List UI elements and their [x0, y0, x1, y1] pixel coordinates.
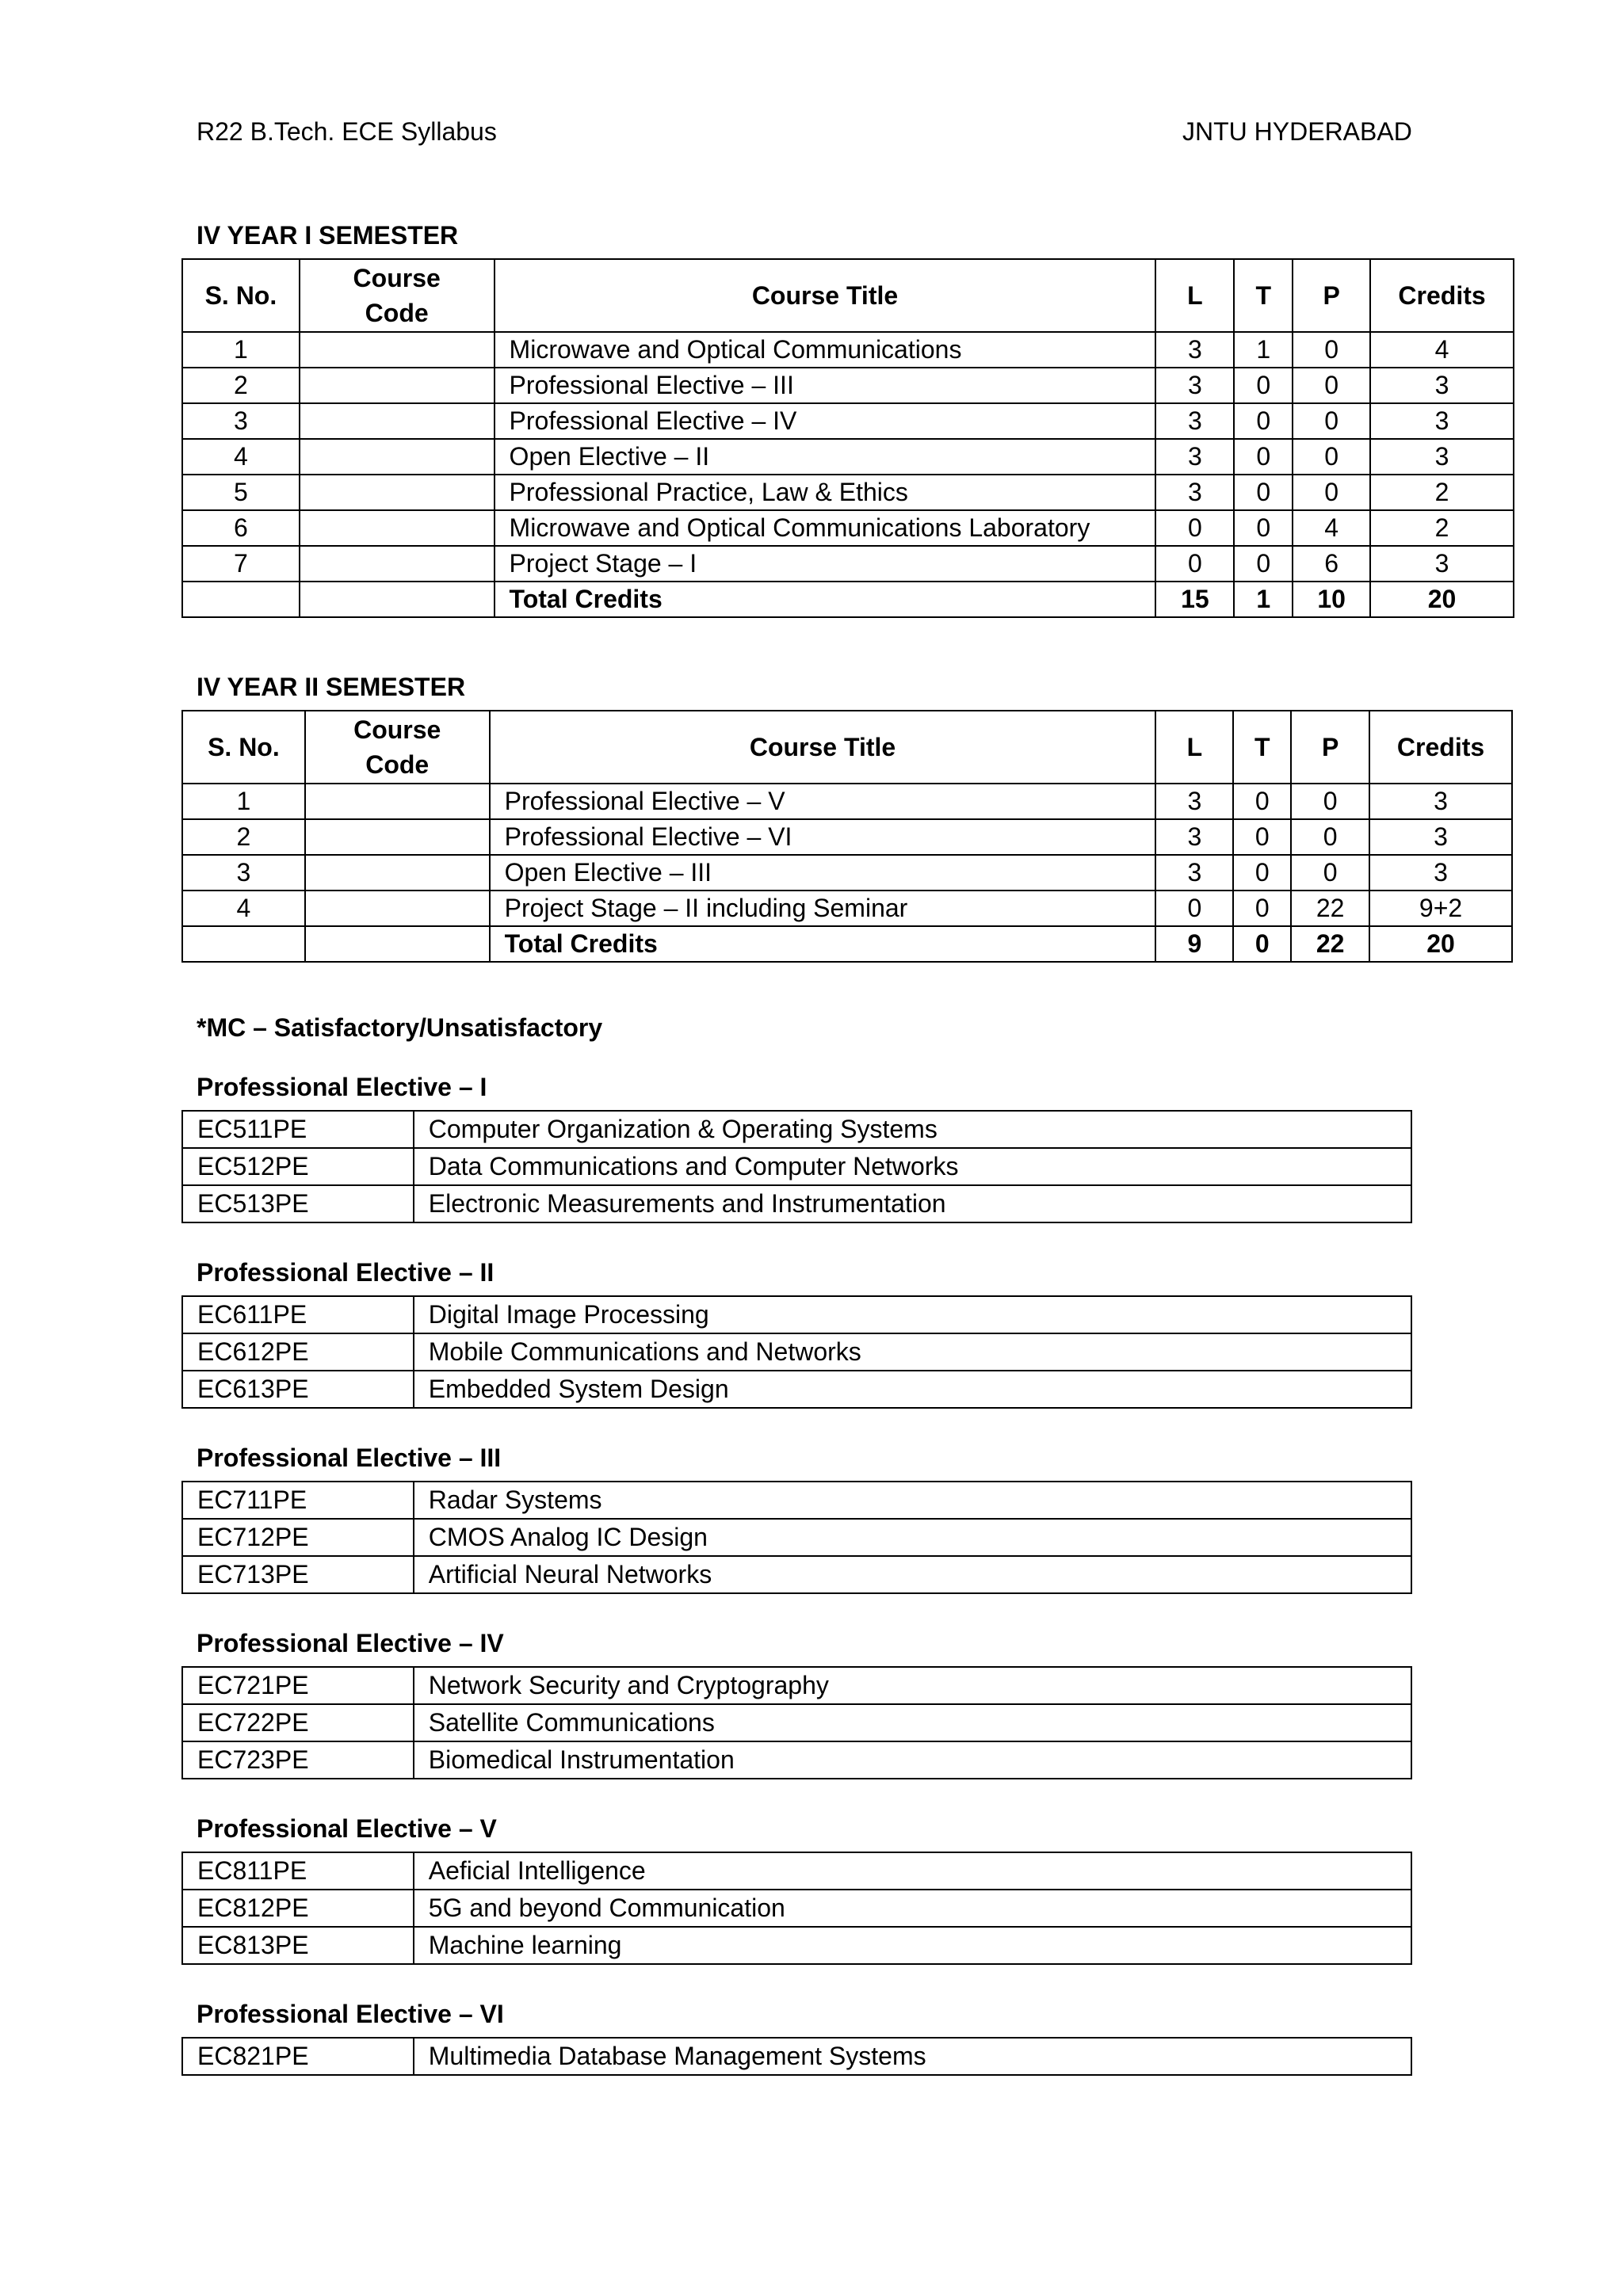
header-right: JNTU HYDERABAD [1182, 117, 1412, 146]
cell-code [300, 510, 495, 546]
sem2-table [181, 710, 1513, 963]
course-code: EC713PE [182, 1556, 414, 1593]
table-row [182, 510, 1514, 546]
table-row [182, 475, 1514, 510]
elective-table [181, 2037, 1412, 2076]
course-code: EC723PE [182, 1741, 414, 1779]
col-credits-header: Credits [1369, 711, 1512, 784]
table-row [182, 332, 1514, 368]
cell-p: 0 [1293, 403, 1370, 439]
course-name: Embedded System Design [414, 1371, 1411, 1408]
col-t-header: T [1234, 259, 1293, 332]
cell-sno: 1 [182, 332, 300, 368]
cell-sno: 5 [182, 475, 300, 510]
col-l-header: L [1155, 259, 1234, 332]
course-name: Satellite Communications [414, 1704, 1411, 1741]
total-row [182, 926, 1512, 962]
course-code: EC513PE [182, 1185, 414, 1222]
total-t: 1 [1234, 582, 1293, 617]
cell-p: 6 [1293, 546, 1370, 582]
course-name: 5G and beyond Communication [414, 1890, 1411, 1927]
table-row [182, 546, 1514, 582]
cell-sno [182, 926, 305, 962]
cell-code [300, 439, 495, 475]
elective-table [181, 1295, 1412, 1409]
course-name: Mobile Communications and Networks [414, 1333, 1411, 1371]
table-row [182, 1890, 1411, 1927]
cell-p: 0 [1293, 332, 1370, 368]
course-code: EC613PE [182, 1371, 414, 1408]
table-row [182, 1927, 1411, 1964]
cell-credits: 9+2 [1369, 891, 1512, 926]
elective-title: Professional Elective – VI [197, 2000, 504, 2028]
cell-code [305, 926, 490, 962]
course-name: Computer Organization & Operating Systems [414, 1111, 1411, 1148]
table-row [182, 1296, 1411, 1333]
header-left: R22 B.Tech. ECE Syllabus [197, 117, 497, 146]
col-sno-header: S. No. [182, 259, 300, 332]
course-code: EC721PE [182, 1667, 414, 1704]
cell-credits: 3 [1370, 439, 1514, 475]
course-name: Machine learning [414, 1927, 1411, 1964]
cell-title: Professional Practice, Law & Ethics [495, 475, 1156, 510]
sem1-header-row [182, 259, 1514, 332]
cell-t: 0 [1234, 510, 1293, 546]
cell-l: 3 [1155, 368, 1234, 403]
cell-t: 0 [1234, 546, 1293, 582]
table-row [182, 1185, 1411, 1222]
cell-title: Open Elective – III [490, 855, 1156, 891]
cell-l: 3 [1155, 332, 1234, 368]
cell-title: Professional Elective – V [490, 784, 1156, 819]
cell-credits: 3 [1370, 546, 1514, 582]
elective-title: Professional Elective – III [197, 1444, 502, 1472]
cell-t: 0 [1233, 819, 1291, 855]
cell-sno: 1 [182, 784, 305, 819]
elective-title: Professional Elective – II [197, 1258, 495, 1287]
table-row [182, 1556, 1411, 1593]
cell-title: Professional Elective – III [495, 368, 1156, 403]
col-p-header: P [1291, 711, 1369, 784]
col-title-header: Course Title [495, 259, 1156, 332]
cell-code [300, 403, 495, 439]
total-p: 22 [1291, 926, 1369, 962]
cell-code [300, 475, 495, 510]
course-name: Radar Systems [414, 1482, 1411, 1519]
cell-t: 0 [1233, 855, 1291, 891]
total-p: 10 [1293, 582, 1370, 617]
cell-credits: 2 [1370, 475, 1514, 510]
cell-title: Professional Elective – VI [490, 819, 1156, 855]
cell-title: Open Elective – II [495, 439, 1156, 475]
col-p-header: P [1293, 259, 1370, 332]
table-row [182, 403, 1514, 439]
table-row [182, 1371, 1411, 1408]
elective-table [181, 1852, 1412, 1965]
cell-sno: 7 [182, 546, 300, 582]
cell-credits: 3 [1369, 855, 1512, 891]
course-code: EC811PE [182, 1852, 414, 1890]
cell-l: 3 [1155, 475, 1234, 510]
cell-sno: 4 [182, 439, 300, 475]
cell-credits: 3 [1370, 403, 1514, 439]
cell-sno [182, 582, 300, 617]
cell-code [305, 784, 490, 819]
total-row [182, 582, 1514, 617]
cell-title: Professional Elective – IV [495, 403, 1156, 439]
cell-p: 4 [1293, 510, 1370, 546]
course-code: EC611PE [182, 1296, 414, 1333]
course-name: Multimedia Database Management Systems [414, 2038, 1411, 2075]
elective-title: Professional Elective – IV [197, 1629, 504, 1657]
table-row [182, 1333, 1411, 1371]
col-credits-header: Credits [1370, 259, 1514, 332]
elective-table [181, 1110, 1412, 1223]
sem2-title: IV YEAR II SEMESTER [197, 673, 466, 701]
total-label: Total Credits [490, 926, 1156, 962]
cell-l: 0 [1155, 510, 1234, 546]
sem1-table [181, 258, 1514, 618]
cell-code [300, 582, 495, 617]
course-name: Electronic Measurements and Instrumentation [414, 1185, 1411, 1222]
table-row [182, 368, 1514, 403]
cell-code [300, 546, 495, 582]
cell-l: 3 [1155, 439, 1234, 475]
course-name: Biomedical Instrumentation [414, 1741, 1411, 1779]
cell-code [305, 855, 490, 891]
elective-title: Professional Elective – V [197, 1814, 497, 1843]
cell-p: 0 [1291, 784, 1369, 819]
cell-p: 22 [1291, 891, 1369, 926]
cell-title: Microwave and Optical Communications Laboratory [495, 510, 1156, 546]
mc-note: *MC – Satisfactory/Unsatisfactory [197, 1013, 603, 1042]
course-code: EC511PE [182, 1111, 414, 1148]
col-sno-header: S. No. [182, 711, 305, 784]
cell-t: 0 [1234, 368, 1293, 403]
course-name: Network Security and Cryptography [414, 1667, 1411, 1704]
total-label: Total Credits [495, 582, 1156, 617]
cell-credits: 3 [1369, 819, 1512, 855]
cell-credits: 3 [1369, 784, 1512, 819]
cell-sno: 6 [182, 510, 300, 546]
cell-t: 0 [1234, 439, 1293, 475]
table-row [182, 1519, 1411, 1556]
total-l: 15 [1155, 582, 1234, 617]
table-row [182, 784, 1512, 819]
cell-t: 1 [1234, 332, 1293, 368]
cell-code [305, 819, 490, 855]
cell-credits: 3 [1370, 368, 1514, 403]
cell-l: 0 [1155, 891, 1233, 926]
course-name: Digital Image Processing [414, 1296, 1411, 1333]
course-name: Artificial Neural Networks [414, 1556, 1411, 1593]
cell-title: Project Stage – I [495, 546, 1156, 582]
table-row [182, 891, 1512, 926]
cell-t: 0 [1233, 891, 1291, 926]
sem2-header-row [182, 711, 1512, 784]
table-row [182, 439, 1514, 475]
cell-t: 0 [1233, 784, 1291, 819]
total-credits: 20 [1370, 582, 1514, 617]
cell-l: 3 [1155, 784, 1233, 819]
course-code: EC722PE [182, 1704, 414, 1741]
table-row [182, 819, 1512, 855]
course-code: EC821PE [182, 2038, 414, 2075]
cell-title: Microwave and Optical Communications [495, 332, 1156, 368]
table-row [182, 1852, 1411, 1890]
total-t: 0 [1233, 926, 1291, 962]
total-l: 9 [1155, 926, 1233, 962]
col-title-header: Course Title [490, 711, 1156, 784]
col-t-header: T [1233, 711, 1291, 784]
course-code: EC812PE [182, 1890, 414, 1927]
table-row [182, 1148, 1411, 1185]
table-row [182, 855, 1512, 891]
cell-l: 3 [1155, 819, 1233, 855]
sem1-title: IV YEAR I SEMESTER [197, 221, 459, 250]
cell-sno: 4 [182, 891, 305, 926]
cell-code [305, 891, 490, 926]
elective-table [181, 1666, 1412, 1779]
col-code-header: Course Code [305, 711, 490, 784]
cell-sno: 2 [182, 819, 305, 855]
cell-t: 0 [1234, 475, 1293, 510]
table-row [182, 1667, 1411, 1704]
cell-l: 3 [1155, 403, 1234, 439]
cell-p: 0 [1293, 439, 1370, 475]
col-l-header: L [1155, 711, 1233, 784]
cell-p: 0 [1293, 475, 1370, 510]
table-row [182, 1111, 1411, 1148]
course-code: EC612PE [182, 1333, 414, 1371]
course-code: EC813PE [182, 1927, 414, 1964]
table-row [182, 1482, 1411, 1519]
elective-title: Professional Elective – I [197, 1073, 487, 1101]
table-row [182, 1741, 1411, 1779]
cell-sno: 2 [182, 368, 300, 403]
cell-l: 0 [1155, 546, 1234, 582]
course-name: CMOS Analog IC Design [414, 1519, 1411, 1556]
course-name: Aeficial Intelligence [414, 1852, 1411, 1890]
cell-code [300, 332, 495, 368]
col-code-header: Course Code [300, 259, 495, 332]
total-credits: 20 [1369, 926, 1512, 962]
cell-l: 3 [1155, 855, 1233, 891]
course-code: EC712PE [182, 1519, 414, 1556]
cell-p: 0 [1291, 855, 1369, 891]
cell-title: Project Stage – II including Seminar [490, 891, 1156, 926]
cell-p: 0 [1293, 368, 1370, 403]
course-code: EC711PE [182, 1482, 414, 1519]
cell-t: 0 [1234, 403, 1293, 439]
table-row [182, 1704, 1411, 1741]
cell-code [300, 368, 495, 403]
cell-sno: 3 [182, 855, 305, 891]
table-row [182, 2038, 1411, 2075]
cell-credits: 4 [1370, 332, 1514, 368]
course-code: EC512PE [182, 1148, 414, 1185]
cell-sno: 3 [182, 403, 300, 439]
cell-credits: 2 [1370, 510, 1514, 546]
course-name: Data Communications and Computer Networks [414, 1148, 1411, 1185]
elective-table [181, 1481, 1412, 1594]
cell-p: 0 [1291, 819, 1369, 855]
